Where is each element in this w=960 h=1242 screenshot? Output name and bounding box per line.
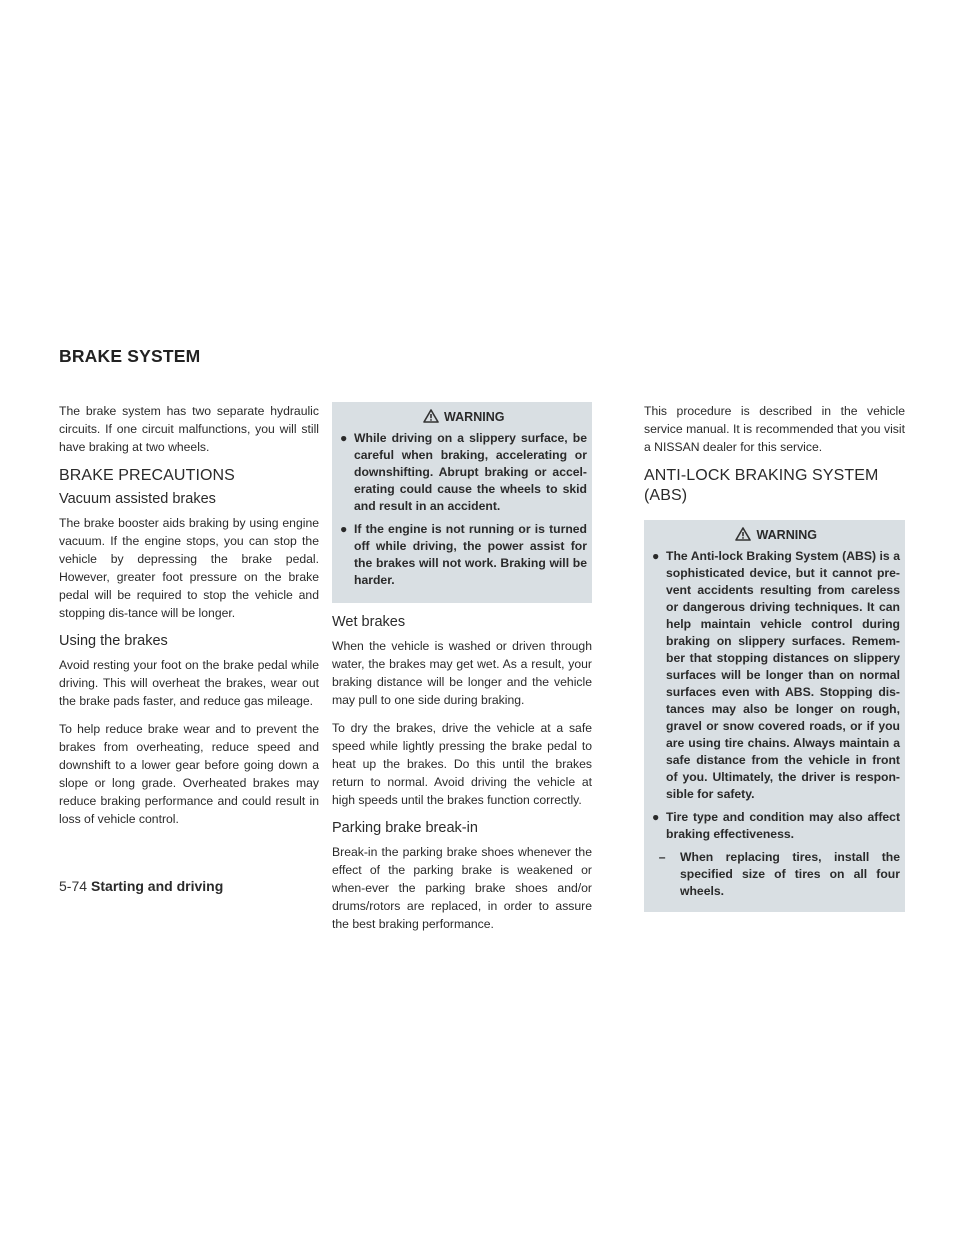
heading-vacuum-assisted-brakes: Vacuum assisted brakes [59,491,216,507]
page-footer [59,877,223,895]
heading-parking-brake-break-in: Parking brake break-in [332,820,478,836]
paragraph-using-2: To help reduce brake wear and to prevent the brakes from overheating, reduce speed and downshift to a lower gear before going down a slope or long grade. Overheated brakes may reduce braking performance and could result in loss of vehicle control. [59,722,319,826]
bullet-icon: ● [652,549,660,563]
warning-triangle-icon [423,410,444,424]
warning-triangle-icon [735,528,756,542]
paragraph-vacuum: The brake booster aids braking by using engine vacuum. If the engine stops, you can stop the vehicle by depressing the brake pedal. However, greater foot pressure on the brake pedal will be required to stop the vehicle and stopping dis-tance will be longer. [59,516,319,620]
column-1 [59,402,319,838]
warning-item [652,548,900,803]
warning-item-text: The Anti-lock Braking System (ABS) is a sophisticated device, but it cannot pre-vent accidents resulting from careless or dangerous driving techniques. It can help maintain vehicle control during braking on slippery surfaces. Remem-ber that stopping distances on slippery surfaces will be longer than on normal surfaces even with ABS. Stopping dis-tances may also be longer on rough, gravel or snow covered roads, or if you are using tire chains. Always maintain a safe distance from the vehicle in front of you. Ultimately, the driver is respon-sible for safety. [666,549,900,801]
paragraph-wet-1: When the vehicle is washed or driven through water, the brakes may get wet. As a result, your braking distance will be longer and the vehicle may pull to one side during braking. [332,639,592,707]
warning-item [652,809,900,843]
column-2 [332,402,592,943]
heading-abs-line-1: ANTI-LOCK BRAKING SYSTEM [644,467,879,484]
warning-item [340,430,587,515]
paragraph-wet-2: To dry the brakes, drive the vehicle at a safe speed while lightly pressing the brake pedal to heat up the brakes. Do this until the brakes return to normal. Avoid driving the vehicle at high speeds until the brakes function correctly. [332,721,592,807]
heading-abs [644,466,905,506]
warning-heading [340,408,587,426]
warning-heading [652,526,900,544]
warning-title: WARNING [756,528,817,542]
warning-subitem-text: When replacing tires, install the specified size of tires on all four wheels. [680,850,900,898]
section-title: BRAKE SYSTEM [59,346,201,366]
warning-box-braking [332,402,592,603]
warning-box-abs [644,520,905,912]
intro-paragraph: The brake system has two separate hydraulic circuits. If one circuit malfunctions, you will still have braking at two wheels. [59,404,319,454]
chapter-title: Starting and driving [91,878,224,894]
heading-wet-brakes: Wet brakes [332,614,406,630]
bullet-icon: ● [652,810,660,824]
warning-item [340,521,587,589]
warning-title: WARNING [444,410,505,424]
bullet-icon: ● [340,431,348,445]
paragraph-using-1: Avoid resting your foot on the brake pedal while driving. This will overheat the brakes, wear out the brake pads faster, and reduce gas mileage. [59,658,319,708]
warning-item-text: If the engine is not running or is turned off while driving, the power assist for the brakes will not work. Braking will be harder. [354,522,587,587]
dash-marker: – [652,850,666,864]
heading-brake-precautions: BRAKE PRECAUTIONS [59,467,235,484]
paragraph-service: This procedure is described in the vehicle service manual. It is recommended that you visit a NISSAN dealer for this service. [644,404,905,454]
warning-item-text: Tire type and condition may also affect braking effectiveness. [666,810,900,841]
paragraph-parking: Break-in the parking brake shoes whenever the effect of the parking brake is weakened or when-ever the parking brake shoes and/or drums/rotors are replaced, in order to assure the best braking performance. [332,845,592,931]
page-number: 5-74 [59,878,88,894]
heading-using-the-brakes: Using the brakes [59,633,168,649]
bullet-icon: ● [340,522,348,536]
warning-subitem [652,849,900,900]
column-3 [644,402,905,920]
warning-item-text: While driving on a slippery surface, be careful when braking, accelerating or downshifting. Abrupt braking or accel-erating could cause the wheels to skid and result in an accident. [354,431,587,513]
heading-abs-line-2: (ABS) [644,487,688,504]
